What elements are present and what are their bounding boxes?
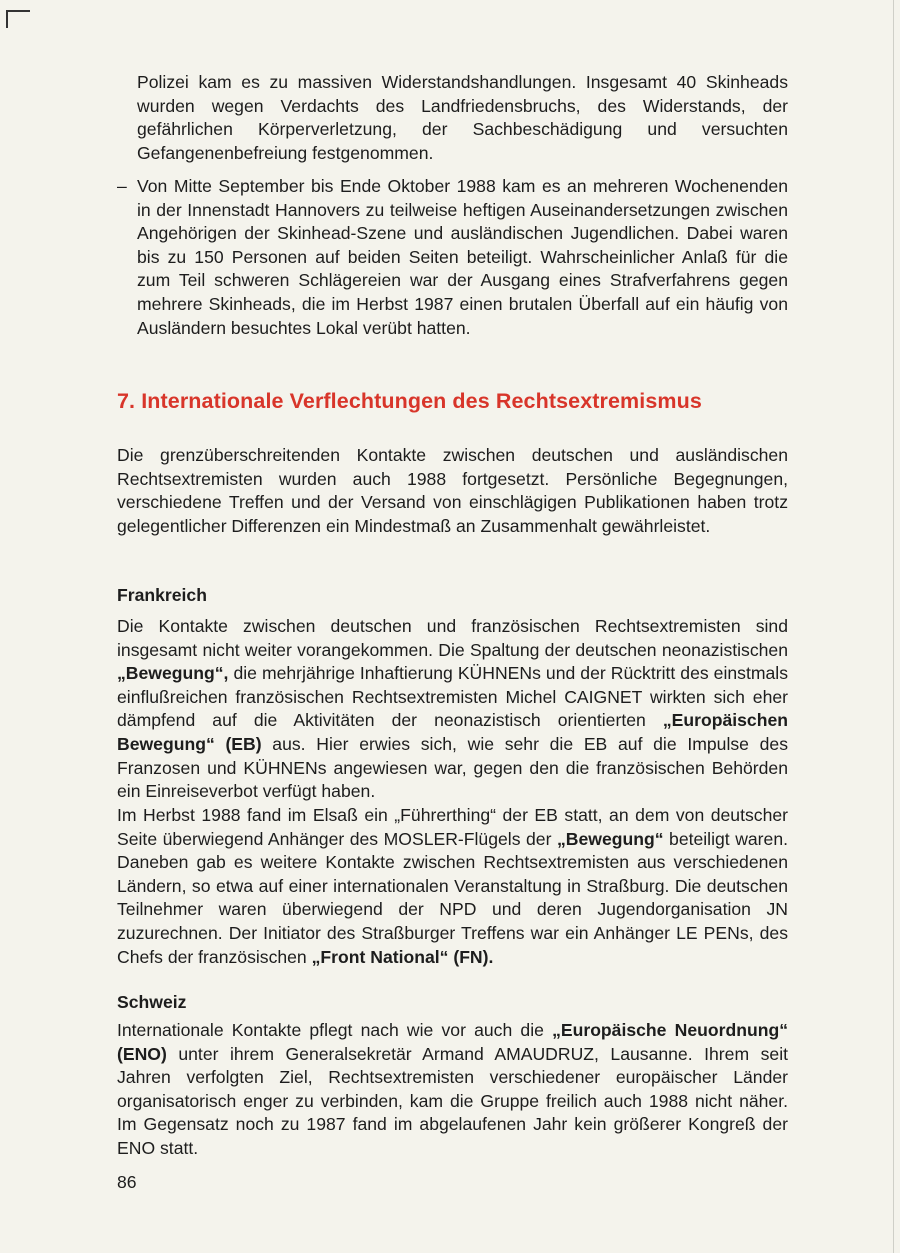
schweiz-paragraph: Internationale Kontakte pflegt nach wie vor auch die „Europäische Neuordnung“ (ENO) unter ihrem Generalsekretär Armand AMAUDRUZ, Lausanne. Ihrem seit Jahren verfolgten Ziel, Rechtsextremisten verschiedener europäischer Länder organisatorisch enger zu verbinden, kam die Gruppe freilich auch 1988 nicht näher. Im Gegensatz noch zu 1987 fand im abgelaufenen Jahr kein größerer Kongreß der ENO statt. [117, 1020, 788, 1158]
section-intro: Die grenzüberschreitenden Kontakte zwischen deutschen und ausländischen Rechtsextremisten wurden auch 1988 fortgesetzt. Persönliche Begegnungen, verschiedene Treffen und der Versand von einschlägigen Publikationen haben trotz gelegentlicher Differenzen ein Mindestmaß an Zusammenhalt gewährleistet. [117, 445, 788, 536]
section-heading: 7. Internationale Verflechtungen des Rechtsextremismus [117, 389, 702, 413]
crop-mark [6, 10, 30, 28]
bullet-text: Von Mitte September bis Ende Oktober 1988 kam es an mehreren Wochenenden in der Innenstadt Hannovers zu teilweise heftigen Auseinandersetzungen zwischen Angehörigen der Skinhead-Szene und ausländischen Jugendlichen. Dabei waren bis zu 150 Personen auf beiden Seiten beteiligt. Wahrscheinlicher Anlaß für die zum Teil schweren Schlägereien war der Ausgang eines Strafverfahrens gegen mehrere Skinheads, die im Herbst 1987 einen brutalen Überfall auf ein häufig von Ausländern besuchtes Lokal verübt hatten. [137, 176, 788, 338]
bullet-dash: – [117, 176, 127, 196]
frankreich-paragraph-2: Im Herbst 1988 fand im Elsaß ein „Führerthing“ der EB statt, an dem von deutscher Seite überwiegend Anhänger des MOSLER-Flügels der „Bewegung“ beteiligt waren. Daneben gab es weitere Kontakte zwischen Rechtsextremisten aus verschiedenen Ländern, so etwa auf einer internationalen Veranstaltung in Straßburg. Die deutschen Teilnehmer waren überwiegend der NPD und deren Jugendorganisation JN zuzurechnen. Der Initiator des Straßburger Treffens war ein Anhänger LE PENs, des Chefs der französischen „Front National“ (FN). [117, 805, 788, 967]
frankreich-paragraph-1: Die Kontakte zwischen deutschen und französischen Rechtsextremisten sind insgesamt nicht weiter vorangekommen. Die Spaltung der deutschen neonazistischen „Bewegung“, die mehrjährige Inhaftierung KÜHNENs und der Rücktritt des einstmals einflußreichen französischen Rechtsextremisten Michel CAIGNET wirkten sich eher dämpfend auf die Aktivitäten der neonazistisch orientierten „Europäischen Bewegung“ (EB) aus. Hier erwies sich, wie sehr die EB auf die Impulse des Franzosen und KÜHNENs angewiesen war, gegen den die französischen Behörden ein Einreiseverbot verfügt haben. [117, 616, 788, 802]
subheading-frankreich: Frankreich [117, 585, 207, 605]
page-number: 86 [117, 1172, 137, 1192]
paragraph-continued: Polizei kam es zu massiven Widerstandshandlungen. Insgesamt 40 Skinheads wurden wegen Verdachts des Landfriedensbruchs, des Widerstands, der gefährlichen Körperverletzung, der Sachbeschädigung und versuchten Gefangenenbefreiung festgenommen. [137, 72, 788, 163]
subheading-schweiz: Schweiz [117, 992, 187, 1012]
bullet-item [117, 175, 788, 340]
scan-edge [893, 0, 894, 1253]
